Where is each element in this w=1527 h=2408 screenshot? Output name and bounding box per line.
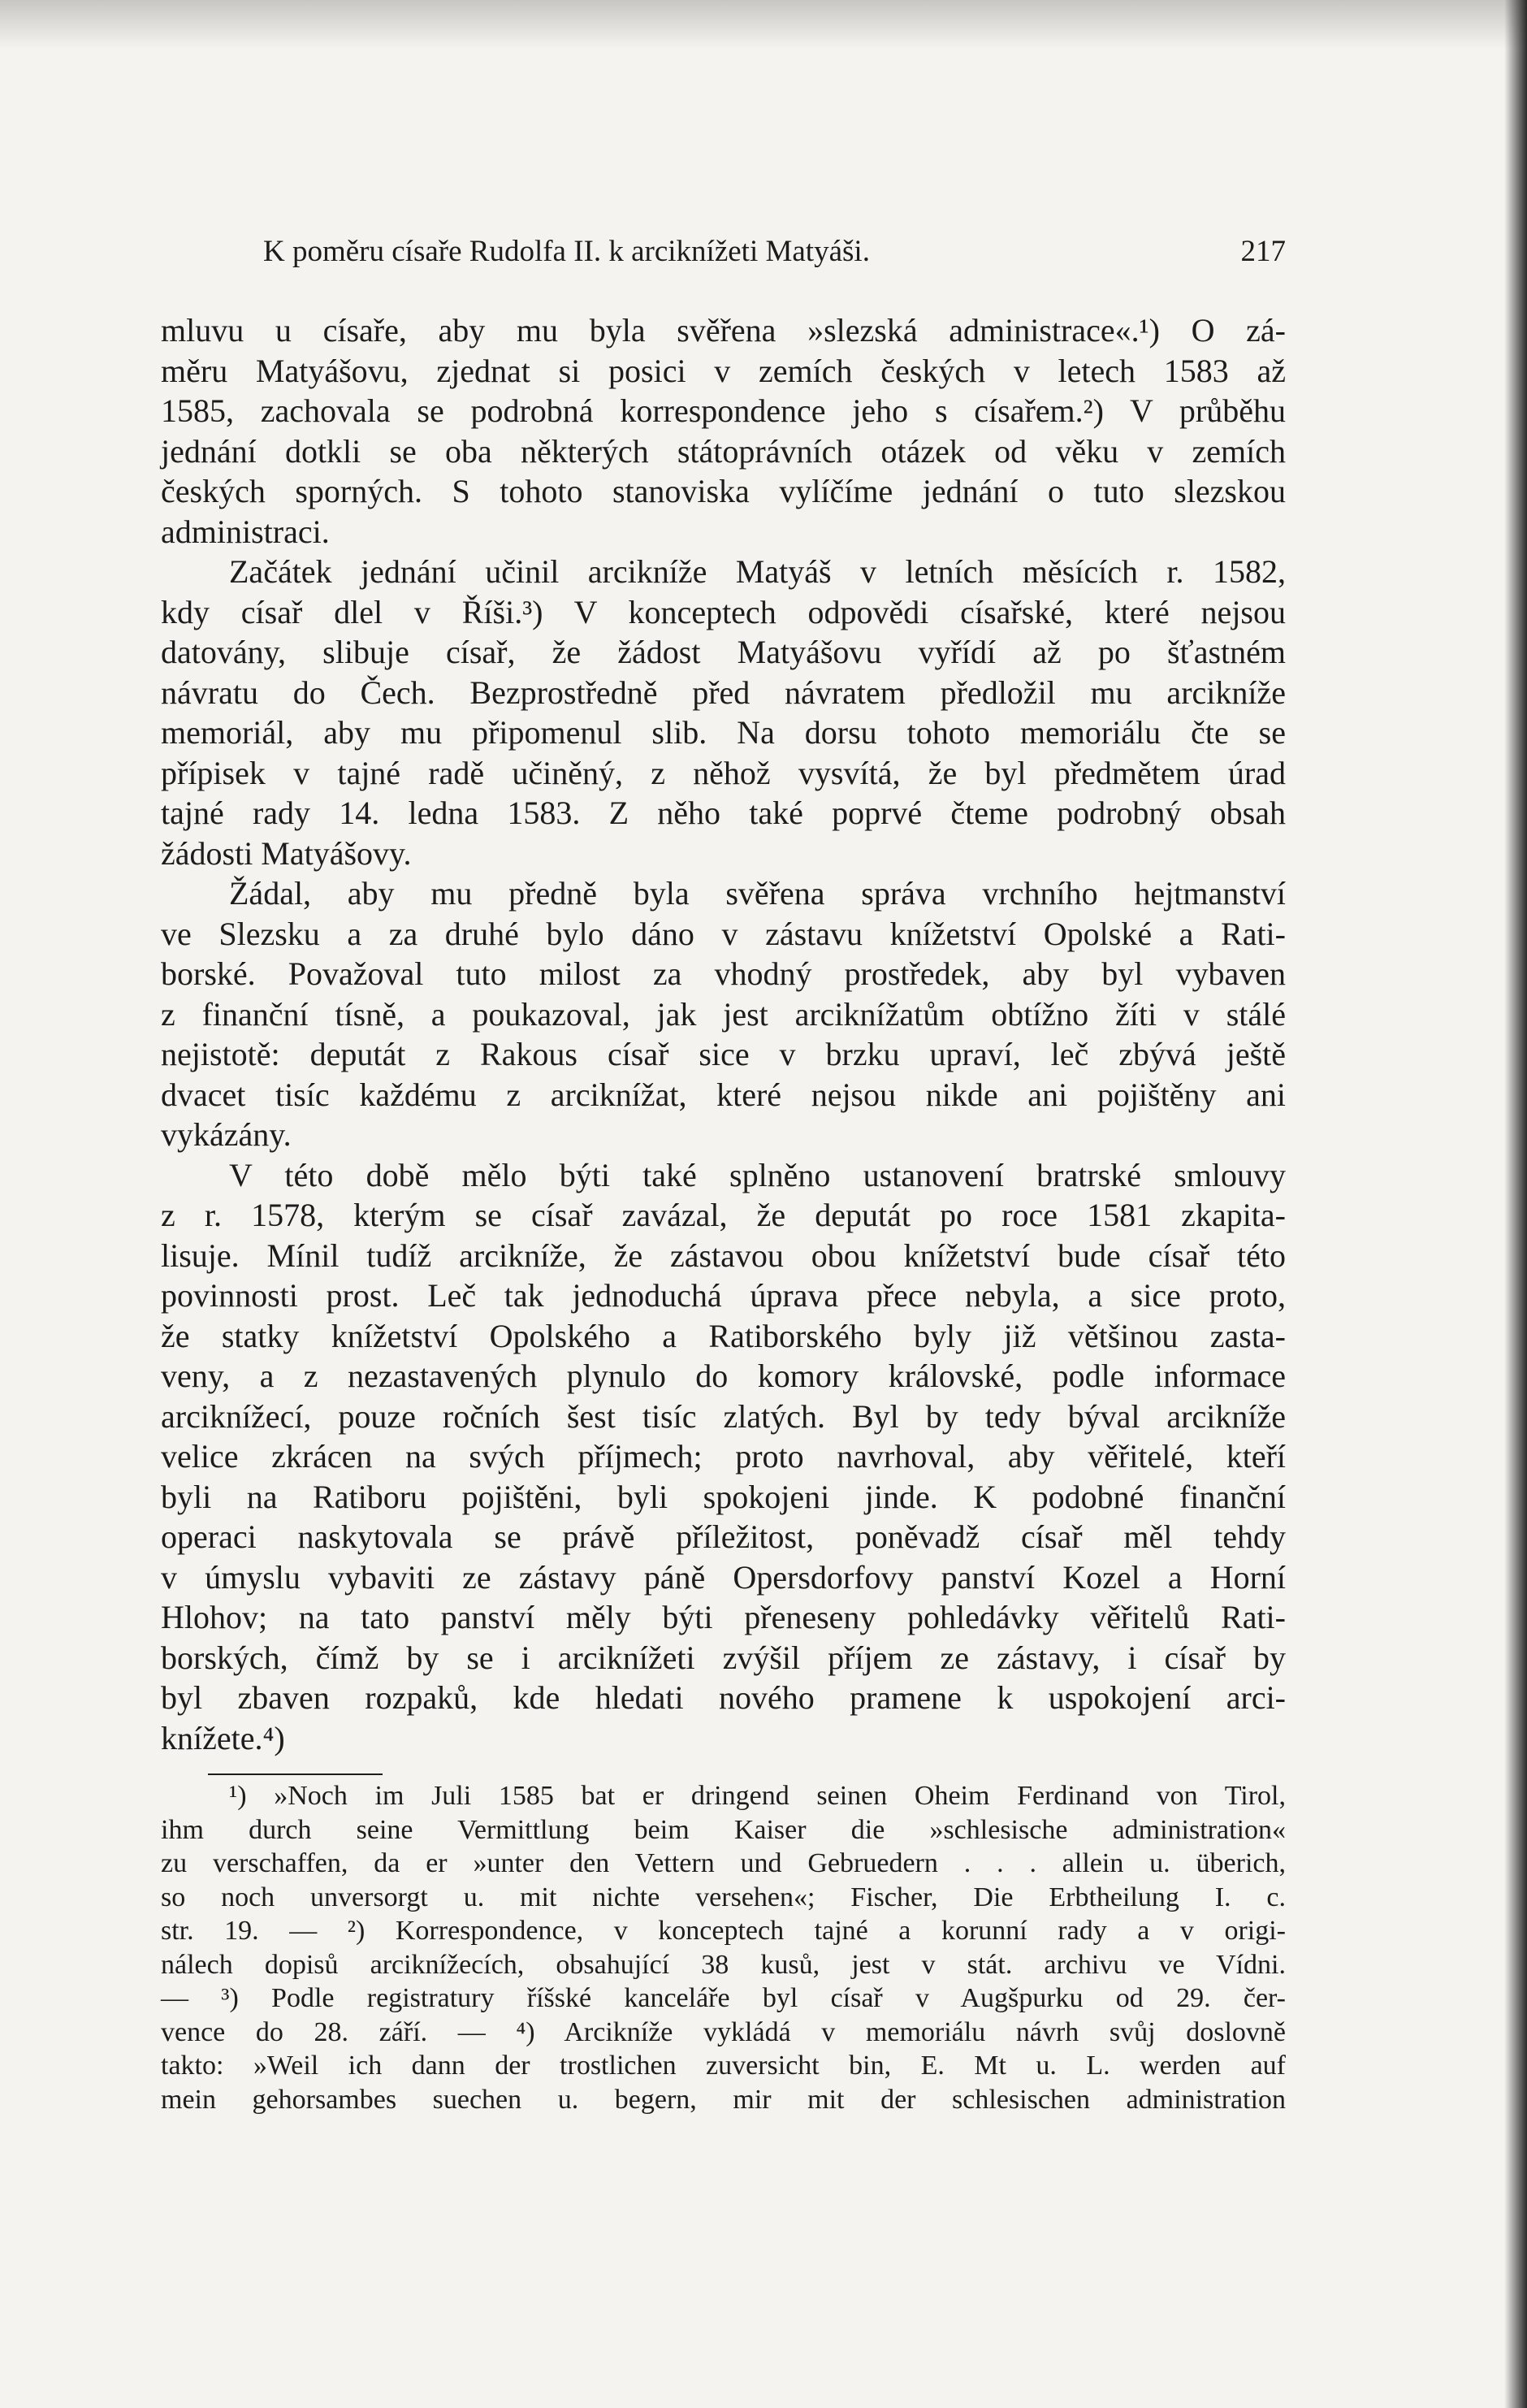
text-line: knížete.⁴) <box>161 1719 285 1756</box>
text-line: měru Matyášovu, zjednat si posici v zemích českých v letech 1583 až <box>161 352 1286 389</box>
footnote-line: takto: »Weil ich dann der trostlichen zuversicht bin, E. Mt u. L. werden auf <box>161 2051 1286 2081</box>
text-line: českých sporných. S tohoto stanoviska vylíčíme jednání o tuto slezskou <box>161 473 1286 509</box>
text-line: Žádal, aby mu předně byla svěřena správa vrchního hejtmanství <box>229 875 1286 912</box>
footnote-line: ¹) »Noch im Juli 1585 bat er dringend seinen Oheim Ferdinand von Tirol, <box>229 1781 1286 1811</box>
text-line: byli na Ratiboru pojištěni, byli spokojeni jinde. K podobné finanční <box>161 1478 1286 1515</box>
text-line: datovány, slibuje císař, že žádost Matyášovu vyřídí až po šťastném <box>161 634 1286 670</box>
footnote-line: str. 19. — ²) Korrespondence, v konceptech tajné a korunní rady a v origi- <box>161 1916 1286 1946</box>
text-line: borské. Považoval tuto milost za vhodný prostředek, aby byl vybaven <box>161 955 1286 992</box>
text-line: mluvu u císaře, aby mu byla svěřena »slezská administrace«.¹) O zá- <box>161 312 1286 349</box>
text-line: operaci naskytovala se právě příležitost, poněvadž císař měl tehdy <box>161 1518 1286 1555</box>
footnote-line: vence do 28. září. — ⁴) Arcikníže vykládá v memoriálu návrh svůj doslovně <box>161 2016 1286 2047</box>
text-line: arciknížecí, pouze ročních šest tisíc zlatých. Byl by tedy býval arcikníže <box>161 1397 1286 1435</box>
text-line: kdy císař dlel v Říši.³) V konceptech odpovědi císařské, které nejsou <box>161 593 1286 630</box>
text-line: 1585, zachovala se podrobná korrespondence jeho s císařem.²) V průběhu <box>161 392 1286 429</box>
text-line: lisuje. Mínil tudíž arcikníže, že zástavou obou knížetství bude císař této <box>161 1236 1286 1274</box>
text-line: z r. 1578, kterým se císař zavázal, že deputát po roce 1581 zkapita- <box>161 1197 1286 1233</box>
footnote-line: zu verschaffen, da er »unter den Vettern und Gebruedern . . . allein u. überich, <box>161 1848 1286 1878</box>
text-line: z finanční tísně, a poukazoval, jak jest arciknížatům obtížno žíti v stálé <box>161 995 1286 1033</box>
footnote-line: ihm durch seine Vermittlung beim Kaiser die »schlesische administration« <box>161 1814 1286 1845</box>
text-line: že statky knížetství Opolského a Ratiborského byly již většinou zasta- <box>161 1317 1286 1354</box>
text-line: návratu do Čech. Bezprostředně před návratem předložil mu arcikníže <box>161 673 1286 711</box>
text-line: povinnosti prost. Leč tak jednoduchá úprava přece nebyla, a sice proto, <box>161 1277 1286 1314</box>
text-line: žádosti Matyášovy. <box>161 834 412 872</box>
text-line: V této době mělo býti také splněno ustanovení bratrské smlouvy <box>229 1156 1286 1193</box>
text-line: vykázány. <box>161 1116 292 1153</box>
text-line: Hlohov; na tato panství měly býti přeneseny pohledávky věřitelů Rati- <box>161 1599 1286 1635</box>
text-line: borských, čímž by se i arciknížeti zvýšil příjem ze zástavy, i císař by <box>161 1639 1286 1676</box>
footnote-separator <box>208 1774 383 1775</box>
text-line: nejistotě: deputát z Rakous císař sice v brzku upraví, leč zbývá ještě <box>161 1036 1286 1072</box>
footnote-line: nálech dopisů arciknížecích, obsahující 38 kusů, jest v stát. archivu ve Vídni. <box>161 1949 1286 1980</box>
footnotes <box>161 1779 1286 2116</box>
text-line: veny, a z nezastavených plynulo do komory královské, podle informace <box>161 1358 1286 1394</box>
text-line: v úmyslu vybaviti ze zástavy páně Opersdorfovy panství Kozel a Horní <box>161 1558 1286 1596</box>
main-text <box>161 310 1286 1758</box>
page-number: 217 <box>1240 235 1286 268</box>
text-line: administraci. <box>161 513 330 550</box>
footnote-line: — ³) Podle registratury říšské kanceláře byl císař v Augšpurku od 29. čer- <box>161 1983 1286 2013</box>
text-line: memoriál, aby mu připomenul slib. Na dorsu tohoto memoriálu čte se <box>161 714 1286 751</box>
text-line: přípisek v tajné radě učiněný, z něhož vysvítá, že byl předmětem úrad <box>161 754 1286 791</box>
text-line: byl zbaven rozpaků, kde hledati nového pramene k uspokojení arci- <box>161 1679 1286 1716</box>
text-line: dvacet tisíc každému z arciknížat, které nejsou nikde ani pojištěny ani <box>161 1076 1286 1113</box>
text-line: tajné rady 14. ledna 1583. Z něho také poprvé čteme podrobný obsah <box>161 795 1286 831</box>
text-line: velice zkrácen na svých příjmech; proto navrhoval, aby věřitelé, kteří <box>161 1438 1286 1475</box>
text-line: jednání dotkli se oba některých státoprávních otázek od věku v zemích <box>161 432 1286 470</box>
text-line: ve Slezsku a za druhé bylo dáno v zástavu knížetství Opolské a Rati- <box>161 915 1286 952</box>
footnote-line: so noch unversorgt u. mit nichte versehen«; Fischer, Die Erbtheilung I. c. <box>161 1882 1286 1912</box>
footnote-line: mein gehorsambes suechen u. begern, mir mit der schlesischen administration <box>161 2084 1286 2115</box>
text-line: Začátek jednání učinil arcikníže Matyáš v letních měsících r. 1582, <box>229 553 1286 590</box>
running-title: K poměru císaře Rudolfa II. k arciknížeti Matyáši. <box>263 235 870 268</box>
